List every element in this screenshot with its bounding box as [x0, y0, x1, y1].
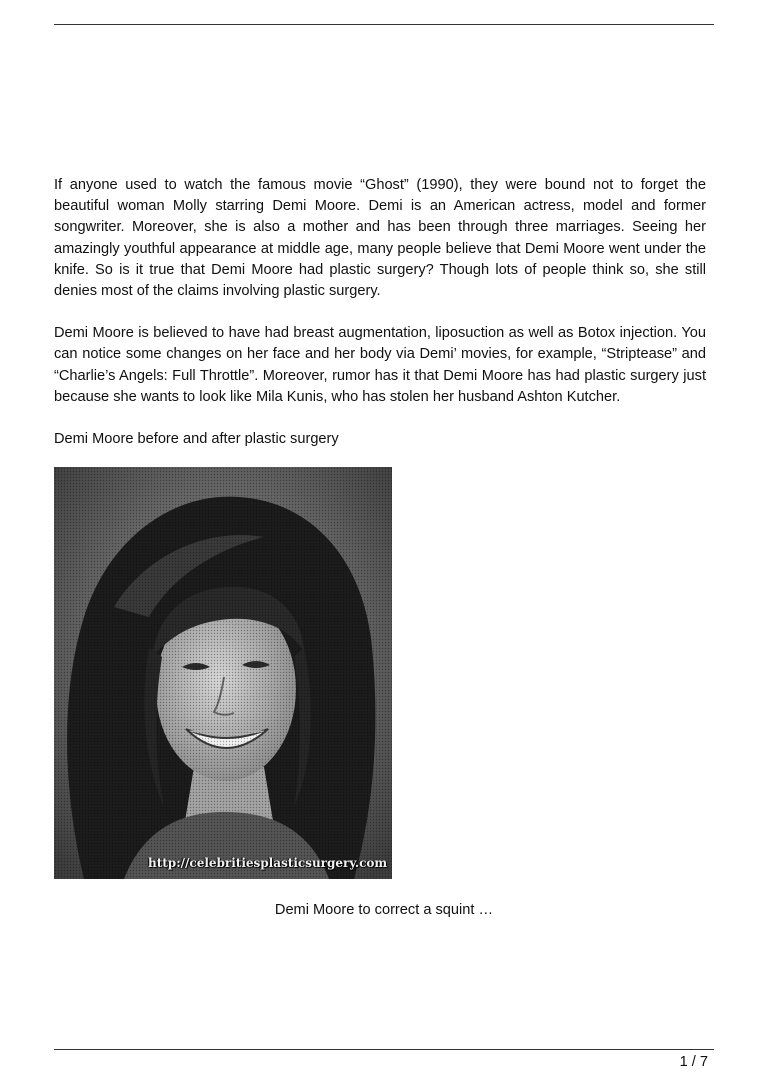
article-paragraph-2: Demi Moore is believed to have had breast augmentation, liposuction as well as Botox injection. You can notice some changes on her face and her body via Demi’ movies, for example, “Striptease” and “Charlie’s Angels: Full Throttle”. Moreover, rumor has it that Demi Moore has had plastic surgery just because she wants to look like Mila Kunis, who has stolen her husband Ashton Kutcher. [54, 325, 706, 405]
portrait-photo [54, 467, 392, 879]
image-heading: Demi Moore before and after plastic surgery [54, 431, 339, 448]
article-body [54, 175, 706, 450]
article-paragraph-1: If anyone used to watch the famous movie “Ghost” (1990), they were bound not to forget the beautiful woman Molly starring Demi Moore. Demi is an American actress, model and former songwriter. Moreover, she is also a mother and has been through three marriages. Seeing her amazingly youthful appearance at middle age, many people believe that Demi Moore went under the knife. So is it true that Demi Moore had plastic surgery? Though lots of people think so, she still denies most of the claims involving plastic surgery. [54, 177, 706, 300]
footer-rule [54, 1049, 714, 1050]
portrait-illustration [54, 467, 392, 879]
photo-caption: Demi Moore to correct a squint … [274, 902, 494, 918]
photo-watermark: http://celebritiesplasticsurgery.com [148, 856, 388, 870]
page-number: 1 / 7 [679, 1054, 708, 1070]
header-rule [54, 24, 714, 25]
